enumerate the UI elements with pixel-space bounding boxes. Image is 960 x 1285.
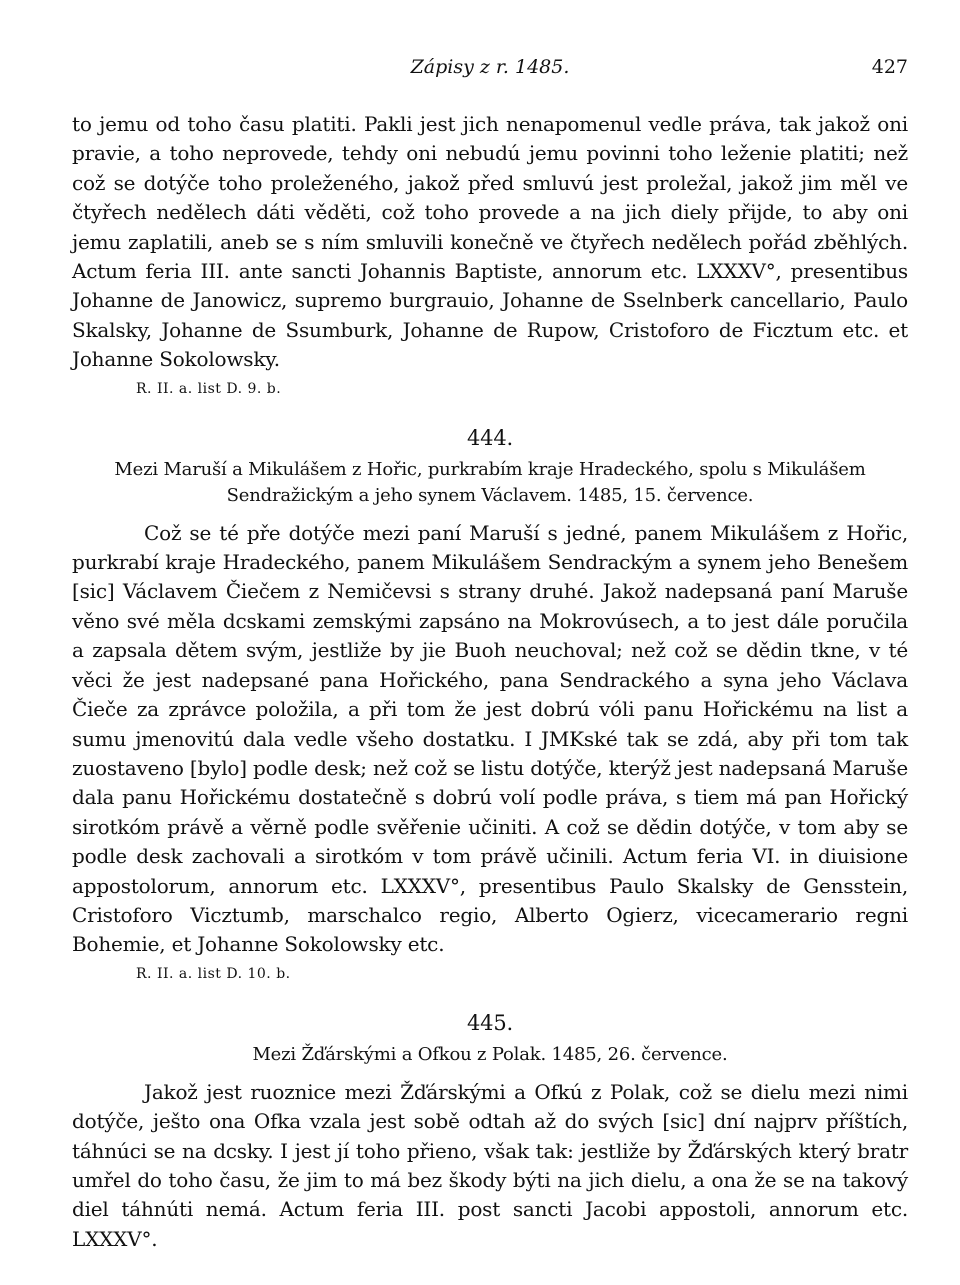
page-number: 427 (871, 56, 908, 78)
entry-445-number: 445. (467, 1010, 513, 1035)
entry-444-heading: Mezi Maruší a Mikulášem z Hořic, purkrabím kraje Hradeckého, spolu s Mikulášem Sendražickým a jeho synem Václavem. 1485, 15. července. (114, 458, 866, 506)
page-header (72, 56, 908, 86)
entry-443-source: R. II. a. list D. 9. b. (136, 380, 282, 397)
entry-444-number: 444. (467, 425, 513, 450)
running-title: Zápisy z r. 1485. (410, 56, 570, 78)
entry-443-continuation (72, 110, 908, 399)
entry-445-heading: Mezi Žďárskými a Ofkou z Polak. 1485, 26. července. (252, 1043, 728, 1065)
page-content (72, 110, 908, 1254)
entry-443-text: to jemu od toho času platiti. Pakli jest jich nenapomenul vedle práva, tak jakož oni pravie, a toho neprovede, tehdy oni nebudú jemu povinni toho leženie platiti; než což se dotýče toho proleženého, jakož před smluvú jest proležal, jakož jim měl ve čtyřech nedělech dáti věděti, což toho provede a na jich diely přijde, to aby oni jemu zaplatili, aneb se s ním smluvili konečně ve čtyřech nedělech pořád zběhlých. Actum feria III. ante sancti Johannis Baptiste, annorum etc. LXXXV°, presentibus Johanne de Janowicz, supremo burgrauio, Johanne de Sselnberk cancellario, Paulo Skalsky, Johanne de Ssumburk, Johanne de Rupow, Cristoforo de Ficztum etc. et Johanne Sokolowsky. (72, 112, 908, 372)
entry-444-source: R. II. a. list D. 10. b. (136, 965, 291, 982)
entry-444-text: Což se té pře dotýče mezi paní Maruší s jedné, panem Mikulášem z Hořic, purkrabí kraje Hradeckého, panem Mikulášem Sendrackým a synem jeho Benešem [sic] Václavem Čiečem z Nemičevsi s strany druhé. Jakož nadepsaná paní Maruše věno své měla dcskami zemskými zapsáno na Mokrovúsech, a to jest dále poručila a zapsala dětem svým, jestliže by jie Buoh neuchoval; než což se dědin tkne, v té věci že jest nadepsané pana Hořického, pana Sendrackého a syna jeho Václava Čieče za zprávce položila, a při tom že jest dobrú vóli panu Hořickému na list a sumu jmenovitú dala vedle všeho dostatku. I JMKské tak se zdá, aby při tom tak zuostaveno [bylo] podle desk; než což se listu dotýče, kterýž jest nadepsaná Maruše dala panu Hořickému dostatečně s dobrú volí podle práva, s tiem má pan Hořický sirotkóm právě a věrně podle svěřenie učiniti. A což se dědin dotýče, v tom aby se podle desk zachovali a sirotkóm v tom právě učinili. Actum feria VI. in diuisione appostolorum, annorum etc. LXXXV°, presentibus Paulo Skalsky de Gensstein, Cristoforo Vicztumb, marschalco regio, Alberto Ogierz, vicecamerario regni Bohemie, et Johanne Sokolowsky etc. (72, 520, 908, 957)
entry-445-text: Jakož jest ruoznice mezi Žďárskými a Ofkú z Polak, což se dielu mezi nimi dotýče, ješto ona Ofka vzala jest sobě odtah až do svých [sic] dní najprv příštích, táhnúci se na dcsky. I jest jí toho přieno, však tak: jestliže by Žďárských který bratr umřel do toho času, že jim to má bez škody býti na jich dielu, a ona že se na takový diel táhnúti nemá. Actum feria III. post sancti Jacobi appostoli, annorum etc. LXXXV°. (72, 1079, 908, 1251)
entry-444 (72, 423, 908, 984)
entry-445 (72, 1008, 908, 1254)
